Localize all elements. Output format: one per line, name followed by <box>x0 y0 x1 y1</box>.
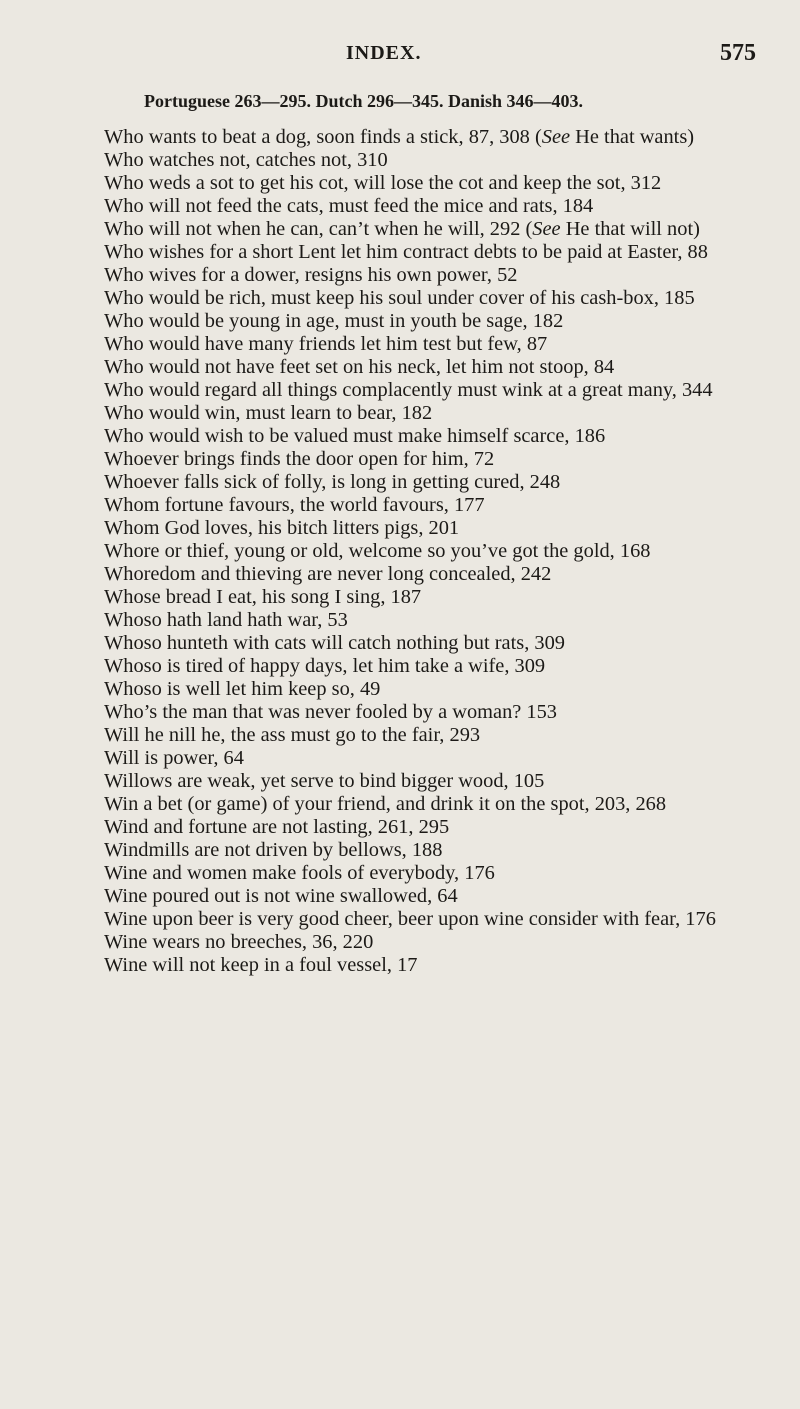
index-entry <box>104 310 766 333</box>
index-entry-text: Windmills are not driven by bellows, 188 <box>104 839 443 861</box>
index-entry-text: Win a bet (or game) of your friend, and drink it on the spot, 203, 268 <box>104 793 667 815</box>
index-entry-text: Whoso hunteth with cats will catch nothing but rats, 309 <box>104 632 565 654</box>
running-head <box>0 36 800 76</box>
index-entry-text: Whoso is tired of happy days, let him take a wife, 309 <box>104 655 546 677</box>
page-title: INDEX. <box>346 42 422 64</box>
index-entry <box>104 609 766 632</box>
index-entry <box>104 908 766 931</box>
index-entry <box>104 839 766 862</box>
language-ranges-line: Portuguese 263—295. Dutch 296—345. Danish 346—403. <box>144 91 584 111</box>
cross-reference-target: He that will not) <box>560 218 700 240</box>
index-entry-text: Who will not feed the cats, must feed the mice and rats, 184 <box>104 195 594 217</box>
index-entry-list <box>104 126 766 977</box>
index-entry <box>104 747 766 770</box>
index-entry <box>104 586 766 609</box>
index-entry-text: Will is power, 64 <box>104 747 244 769</box>
index-entry <box>104 678 766 701</box>
index-entry <box>104 793 766 816</box>
index-entry-text: Who would be rich, must keep his soul under cover of his cash-box, 185 <box>104 287 695 309</box>
index-entry <box>104 333 766 356</box>
index-entry-text: Who would have many friends let him test but few, 87 <box>104 333 548 355</box>
index-entry <box>104 632 766 655</box>
cross-reference-target: He that wants) <box>570 126 695 148</box>
index-entry-text: Who’s the man that was never fooled by a woman? 153 <box>104 701 557 723</box>
index-entry <box>104 402 766 425</box>
index-entry <box>104 471 766 494</box>
index-entry-text: Wine and women make fools of everybody, 176 <box>104 862 495 884</box>
index-entry-text: Who wishes for a short Lent let him contract debts to be paid at Easter, 88 <box>104 241 708 263</box>
index-entry-text: Who weds a sot to get his cot, will lose the cot and keep the sot, 312 <box>104 172 662 194</box>
index-entry <box>104 724 766 747</box>
cross-reference-see: See <box>532 218 561 240</box>
index-entry-text: Who would win, must learn to bear, 182 <box>104 402 433 424</box>
index-entry <box>104 517 766 540</box>
index-entry-text: Who wants to beat a dog, soon finds a stick, 87, 308 ( <box>104 126 542 148</box>
index-entry-text: Whoso hath land hath war, 53 <box>104 609 348 631</box>
index-entry-text: Wine poured out is not wine swallowed, 64 <box>104 885 458 907</box>
index-entry <box>104 425 766 448</box>
index-entry <box>104 356 766 379</box>
index-entry <box>104 655 766 678</box>
index-entry <box>104 172 766 195</box>
index-entry-text: Who would wish to be valued must make himself scarce, 186 <box>104 425 606 447</box>
index-entry-text: Wind and fortune are not lasting, 261, 295 <box>104 816 450 838</box>
index-entry <box>104 862 766 885</box>
index-entry-text: Wine will not keep in a foul vessel, 17 <box>104 954 418 976</box>
index-entry <box>104 563 766 586</box>
index-entry-text: Whom fortune favours, the world favours, 177 <box>104 494 485 516</box>
index-entry-text: Whom God loves, his bitch litters pigs, 201 <box>104 517 460 539</box>
index-entry <box>104 954 766 977</box>
index-entry <box>104 701 766 724</box>
index-entry <box>104 218 766 241</box>
index-entry-text: Willows are weak, yet serve to bind bigger wood, 105 <box>104 770 545 792</box>
index-entry-text: Whoredom and thieving are never long concealed, 242 <box>104 563 552 585</box>
index-entry-text: Whoso is well let him keep so, 49 <box>104 678 381 700</box>
index-entry-text: Who watches not, catches not, 310 <box>104 149 388 171</box>
page-number: 575 <box>720 40 756 66</box>
index-entry <box>104 494 766 517</box>
index-entry-text: Whoever falls sick of folly, is long in getting cured, 248 <box>104 471 561 493</box>
index-entry <box>104 931 766 954</box>
index-entry-text: Wine wears no breeches, 36, 220 <box>104 931 374 953</box>
index-entry <box>104 448 766 471</box>
index-entry <box>104 149 766 172</box>
index-entry <box>104 126 766 149</box>
index-entry <box>104 540 766 563</box>
index-entry-text: Will he nill he, the ass must go to the fair, 293 <box>104 724 481 746</box>
index-entry <box>104 241 766 264</box>
index-entry <box>104 379 766 402</box>
index-entry <box>104 287 766 310</box>
index-entry-text: Who wives for a dower, resigns his own power, 52 <box>104 264 518 286</box>
index-entry-text: Who will not when he can, can’t when he will, 292 ( <box>104 218 533 240</box>
index-entry <box>104 770 766 793</box>
index-entry <box>104 195 766 218</box>
index-entry-text: Who would be young in age, must in youth be sage, 182 <box>104 310 564 332</box>
index-entry-text: Whore or thief, young or old, welcome so you’ve got the gold, 168 <box>104 540 651 562</box>
index-entry-text: Whose bread I eat, his song I sing, 187 <box>104 586 422 608</box>
index-entry-text: Who would regard all things complacently must wink at a great many, 344 <box>104 379 713 401</box>
index-entry <box>104 885 766 908</box>
index-entry-text: Wine upon beer is very good cheer, beer upon wine consider with fear, 176 <box>104 908 716 930</box>
index-entry <box>104 264 766 287</box>
index-entry-text: Whoever brings finds the door open for him, 72 <box>104 448 495 470</box>
cross-reference-see: See <box>541 126 571 148</box>
index-entry <box>104 816 766 839</box>
index-entry-text: Who would not have feet set on his neck, let him not stoop, 84 <box>104 356 615 378</box>
